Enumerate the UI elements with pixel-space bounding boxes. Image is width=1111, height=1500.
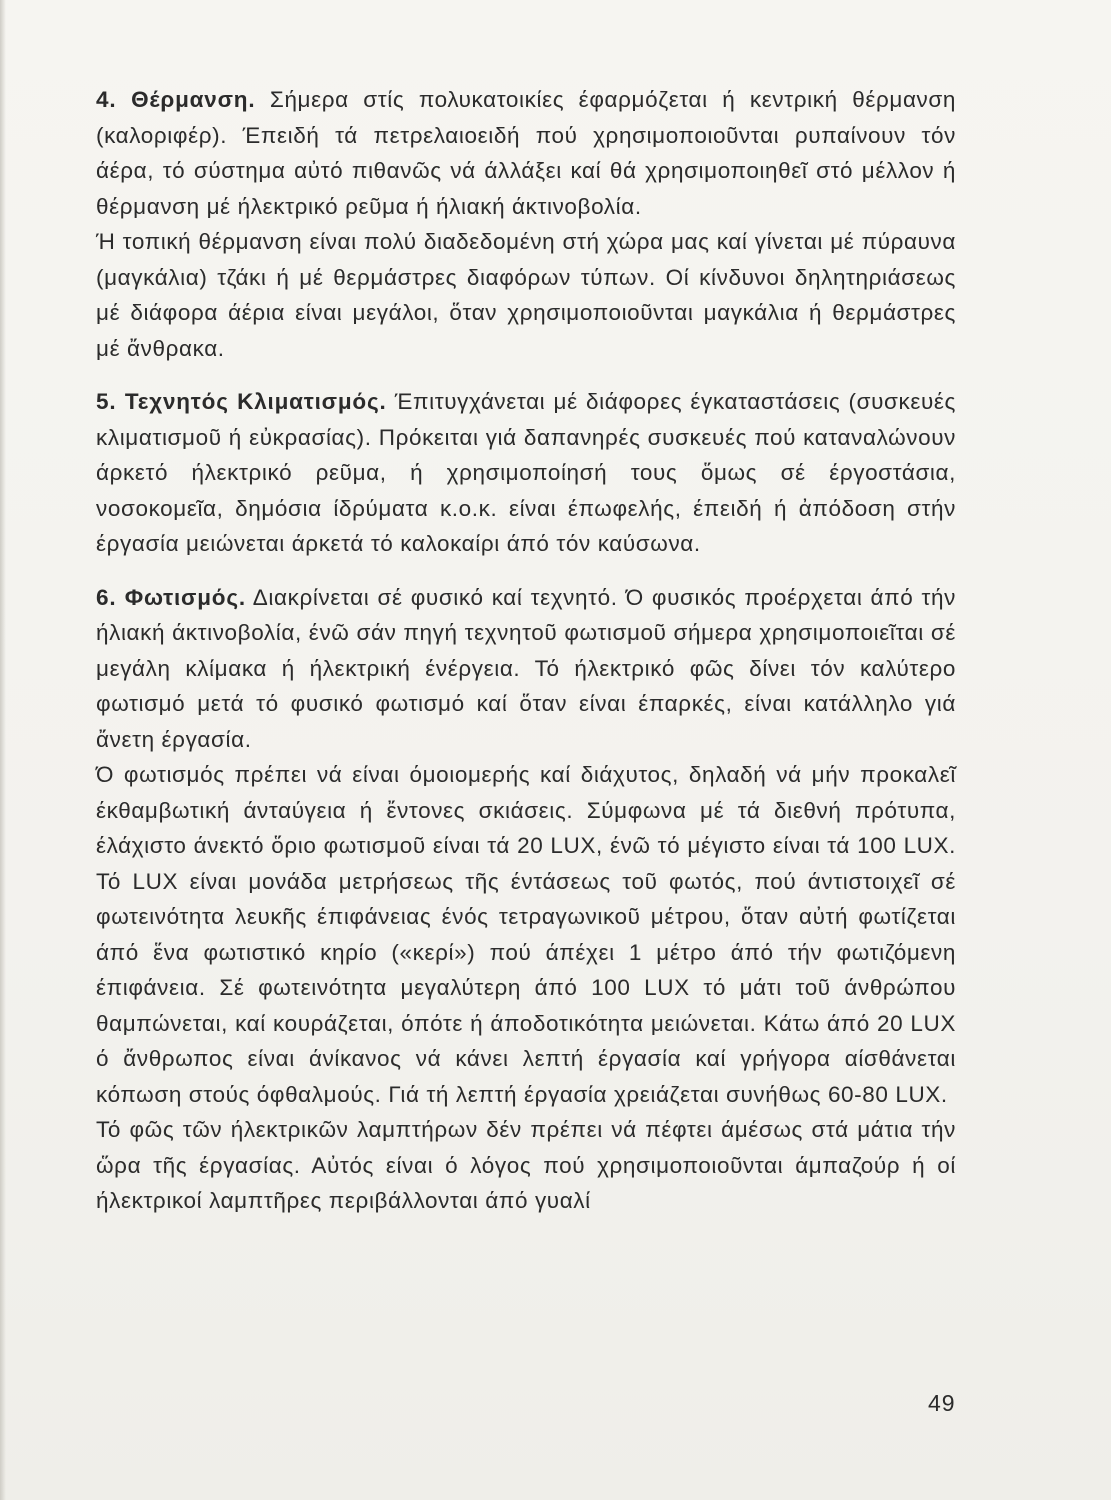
- page-text-body: [96, 82, 956, 1219]
- section-text: Σήμερα στίς πολυκατοικίες έφαρμόζεται ή κεντρική θέρμανση (καλοριφέρ). Έπειδή τά πετρελαιοειδή πού χρησιμοποιοῦνται ρυπαίνουν τόν άέρα, τό σύστημα αὐτό πιθανῶς νά άλλάξει καί θά χρησιμοποιηθεῖ στό μέλλον ή θέρμανση μέ ήλεκτρικό ρεῦμα ή ήλιακή άκτινοβολία.: [96, 87, 956, 219]
- section-heading: 4. Θέρμανση.: [96, 87, 256, 112]
- paragraph: Τό φῶς τῶν ήλεκτρικῶν λαμπτήρων δέν πρέπει νά πέφτει άμέσως στά μάτια τήν ὥρα τῆς έργασίας. Αὐτός είναι ό λόγος πού χρησιμοποιοῦνται άμπαζούρ ή οί ήλεκτρικοί λαμπτῆρες περιβάλλονται άπό γυαλί: [96, 1117, 956, 1213]
- section-text: Διακρίνεται σέ φυσικό καί τεχνητό. Ό φυσικός προέρχεται άπό τήν ήλιακή άκτινοβολία, ένῶ σάν πηγή τεχνητοῦ φωτισμοῦ σήμερα χρησιμοποιεῖται σέ μεγάλη κλίμακα ή ήλεκτρική ένέργεια. Τό ήλεκτρικό φῶς δίνει τόν καλύτερο φωτισμό μετά τό φυσικό φωτισμό καί ὅταν είναι έπαρκές, είναι κατάλληλο γιά ἄνετη έργασία.: [96, 584, 956, 752]
- section-text: Έπιτυγχάνεται μέ διάφορες έγκαταστάσεις (συσκευές κλιματισμοῦ ή εὐκρασίας). Πρόκειται γιά δαπανηρές συσκευές πού καταναλώνουν άρκετό ήλεκτρικό ρεῦμα, ή χρησιμοποίησή τους ὅμως σέ έργοστάσια, νοσοκομεῖα, δημόσια ίδρύματα κ.ο.κ. είναι έπωφελής, έπειδή ή ἀπόδοση στήν έργασία μειώνεται άρκετά τό καλοκαίρι άπό τόν καύσωνα.: [96, 389, 956, 556]
- section-heading: 6. Φωτισμός.: [96, 584, 246, 610]
- section-lighting: [96, 580, 956, 758]
- page-number: 49: [928, 1390, 956, 1416]
- paragraph: Ή τοπική θέρμανση είναι πολύ διαδεδομένη στή χώρα μας καί γίνεται μέ πύραυνα (μαγκάλια) τζάκι ή μέ θερμάστρες διαφόρων τύπων. Οί κίνδυνοι δηλητηριάσεως μέ διάφορα άέρια είναι μεγάλοι, ὅταν χρησιμοποιοῦνται μαγκάλια ή θερμάστρες μέ ἄνθρακα.: [96, 229, 956, 361]
- section-heating: [96, 82, 956, 224]
- section-air-conditioning: [96, 384, 956, 562]
- page-edge-shadow: [0, 0, 6, 1500]
- paragraph: Ό φωτισμός πρέπει νά είναι όμοιομερής καί διάχυτος, δηλαδή νά μήν προκαλεῖ έκθαμβωτική άνταύγεια ή ἔντονες σκιάσεις. Σύμφωνα μέ τά διεθνή πρότυπα, έλάχιστο άνεκτό ὅριο φωτισμοῦ είναι τά 20 LUX, ένῶ τό μέγιστο είναι τά 100 LUX. Τό LUX είναι μονάδα μετρήσεως τῆς έντάσεως τοῦ φωτός, πού άντιστοιχεῖ σέ φωτεινότητα λευκῆς έπιφάνειας ένός τετραγωνικοῦ μέτρου, ὅταν αὐτή φωτίζεται άπό ἕνα φωτιστικό κηρίο («κερί») πού άπέχει 1 μέτρο άπό τήν φωτιζόμενη έπιφάνεια. Σέ φωτεινότητα μεγαλύτερη άπό 100 LUX τό μάτι τοῦ άνθρώπου θαμπώνεται, καί κουράζεται, όπότε ή άποδοτικότητα μειώνεται. Κάτω άπό 20 LUX ό ἄνθρωπος είναι άνίκανος νά κάνει λεπτή έργασία καί γρήγορα αίσθάνεται κόπωση στούς όφθαλμούς. Γιά τή λεπτή έργασία χρειάζεται συνήθως 60-80 LUX.: [96, 762, 956, 1107]
- section-heading: 5. Τεχνητός Κλιματισμός.: [96, 389, 387, 414]
